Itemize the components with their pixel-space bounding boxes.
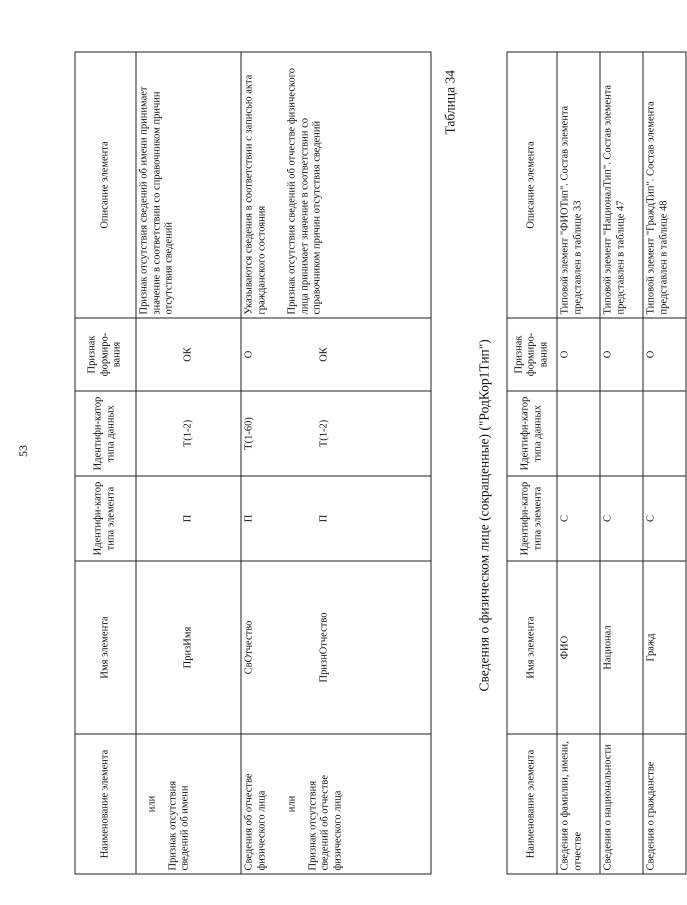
- table-number: Таблица 34: [442, 70, 458, 135]
- table-2-header-row: [507, 52, 557, 874]
- name-text: Сведения об отчестве физического лица: [243, 773, 268, 871]
- cell-data-type: [241, 391, 431, 476]
- cell-type: С: [600, 476, 643, 561]
- cell-desc: [241, 52, 431, 318]
- form-text: ОК: [318, 347, 330, 362]
- cell-form: [241, 318, 431, 391]
- table-1-header-row: [75, 52, 136, 874]
- header-element: Имя элемента: [507, 561, 557, 734]
- header-name: Наименование элемента: [75, 734, 136, 874]
- or-label: или: [286, 795, 298, 813]
- element-text: СвОтчество: [243, 620, 255, 675]
- cell-form: О: [643, 318, 686, 391]
- cell-data-type: T(1-2): [136, 391, 241, 476]
- header-data-type: Идентифи-катор типа данных: [507, 391, 557, 476]
- header-desc: Описание элемента: [75, 52, 136, 318]
- form-text: О: [243, 350, 255, 359]
- cell-form: О: [600, 318, 643, 391]
- cell-type: [241, 476, 431, 561]
- cell-type: П: [136, 476, 241, 561]
- cell-data-type: [643, 391, 686, 476]
- element-text: ПризнОтчество: [318, 612, 330, 683]
- cell-name: [241, 734, 431, 874]
- header-form: Признак формиро-вания: [75, 318, 136, 391]
- type-text: П: [243, 514, 255, 523]
- table-row: [643, 52, 686, 874]
- header-name: Наименование элемента: [507, 734, 557, 874]
- cell-type: С: [643, 476, 686, 561]
- name-text: Признак отсутствия сведений об имени: [167, 780, 191, 871]
- table-title: Сведения о физическом лице (сокращенные) ("РодКор1Тип"): [476, 339, 492, 692]
- cell-desc: Признак отсутствия сведений об имени принимает значение в соответствии со справочником причин отсутствия сведений: [136, 52, 241, 318]
- name-text: Признак отсутствия сведений об отчестве физического лица: [307, 775, 344, 871]
- header-type: Идентифи-катор типа элемента: [75, 476, 136, 561]
- data-type-text: T(1-2): [318, 419, 330, 448]
- header-element: Имя элемента: [75, 561, 136, 734]
- table-row: [136, 52, 241, 874]
- cell-desc: Типовой элемент "ФИОТип". Состав элемента представлен в таблице 33: [557, 52, 600, 318]
- cell-name: [136, 734, 241, 874]
- cell-data-type: [557, 391, 600, 476]
- table-row: [557, 52, 600, 874]
- type-text: П: [318, 514, 330, 523]
- cell-desc: Типовой элемент "НационалТип". Состав элемента представлен в таблице 47: [600, 52, 643, 318]
- cell-name: Сведения о гражданстве: [643, 734, 686, 874]
- cell-desc: Типовой элемент "ГраждТип". Состав элемента представлен в таблице 48: [643, 52, 686, 318]
- cell-element: [241, 561, 431, 734]
- cell-form: ОК: [136, 318, 241, 391]
- header-data-type: Идентифи-катор типа данных: [75, 391, 136, 476]
- header-type: Идентифи-катор типа элемента: [507, 476, 557, 561]
- header-form: Признак формиро-вания: [507, 318, 557, 391]
- or-label: или: [146, 795, 158, 813]
- cell-form: О: [557, 318, 600, 391]
- table-row: [241, 52, 431, 874]
- table-1: [75, 52, 432, 875]
- cell-element: Гражд: [643, 561, 686, 734]
- table-row: [600, 52, 643, 874]
- desc-text: Признак отсутствия сведений об отчестве физического лица принимает значение в соответствии со справочником причин отсутствия сведений: [286, 68, 323, 315]
- header-desc: Описание элемента: [507, 52, 557, 318]
- rotated-page: [1, 0, 670, 905]
- cell-name: Сведения о фамилии, имени, отчестве: [557, 734, 600, 874]
- cell-name: Сведения о национальности: [600, 734, 643, 874]
- cell-element: ФИО: [557, 561, 600, 734]
- desc-text: Указываются сведения в соответствии с записью акта гражданского состояния: [243, 74, 268, 315]
- cell-element: Национал: [600, 561, 643, 734]
- cell-element: ПризИмя: [136, 561, 241, 734]
- cell-data-type: [600, 391, 643, 476]
- data-type-text: T(1-60): [243, 417, 255, 450]
- page-number: 53: [16, 445, 30, 457]
- table-2: [507, 52, 687, 875]
- cell-type: С: [557, 476, 600, 561]
